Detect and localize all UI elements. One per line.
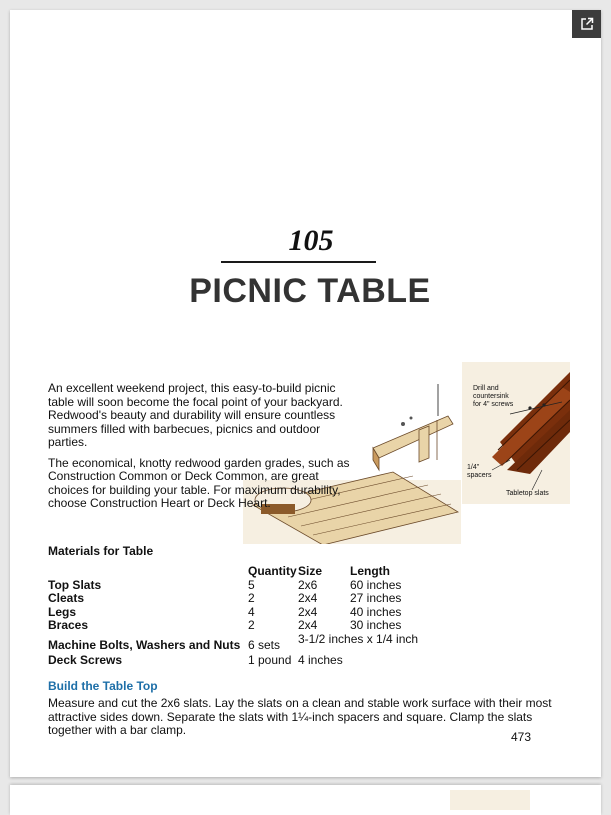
intro-paragraph-1: An excellent weekend project, this easy-to-build picnic table will soon become the focal point of your backyard. Redwood's beauty and durability will ensure countless summers filled with barbecues, picnics and outdoor parties.	[48, 381, 343, 449]
material-size: 4 inches	[298, 653, 343, 667]
chapter-rule	[221, 261, 376, 263]
callout-drill-line-3: for 4" screws	[473, 401, 514, 408]
material-quantity: 2	[248, 618, 255, 632]
material-length: 27 inches	[350, 591, 402, 605]
callout-drill-line-1: Drill and	[473, 385, 499, 392]
materials-table	[48, 565, 440, 668]
callout-spacers-line-1: 1/4"	[467, 464, 480, 471]
materials-title: Materials for Table	[48, 544, 154, 558]
next-page-edge	[10, 785, 601, 815]
materials-header-row	[48, 565, 440, 579]
section-heading: Build the Table Top	[48, 679, 158, 693]
material-name: Top Slats	[48, 577, 102, 592]
callout-drill-line-2: countersink	[473, 393, 509, 400]
table-row	[48, 619, 440, 633]
header-length: Length	[350, 564, 390, 578]
header-quantity: Quantity	[248, 564, 297, 578]
material-length: 60 inches	[350, 577, 402, 592]
material-quantity: 4	[248, 604, 255, 619]
section-body-text: Measure and cut the 2x6 slats. Lay the slats on a clean and stable work surface with their most attractive sides down. Separate the slats with 1¼-inch spacers and square. Clamp the slats together with a bar clamp.	[48, 696, 552, 737]
material-name: Machine Bolts, Washers and Nuts	[48, 637, 241, 652]
material-length: 30 inches	[350, 618, 402, 632]
material-size: 2x6	[298, 577, 318, 592]
material-name: Deck Screws	[48, 653, 123, 667]
intro-paragraph-2: The economical, knotty redwood garden grades, such as Construction Common or Deck Common, are great choices for building your table. For maximum durability, choose Construction Heart or Deck Heart.	[48, 455, 350, 510]
open-external-button[interactable]	[572, 10, 601, 38]
material-name: Legs	[48, 604, 77, 619]
intro-text	[48, 382, 360, 518]
material-size: 2x4	[298, 604, 318, 619]
materials-section	[48, 544, 468, 668]
next-page-illustration-corner	[450, 790, 530, 810]
chapter-number: 105	[288, 224, 334, 257]
callout-spacers-line-2: spacers	[467, 472, 492, 479]
page-number: 473	[511, 730, 532, 744]
page-title: PICNIC TABLE	[189, 272, 431, 310]
material-name: Braces	[48, 618, 89, 632]
table-row	[48, 652, 440, 668]
material-quantity: 2	[248, 591, 255, 605]
table-row	[48, 633, 440, 653]
material-name: Cleats	[48, 591, 85, 605]
table-row	[48, 606, 440, 620]
material-length: 40 inches	[350, 604, 402, 619]
tabletop-slats-illustration	[462, 362, 570, 504]
material-size: 3-1/2 inches x 1/4 inch	[298, 631, 419, 646]
header-size: Size	[298, 564, 323, 578]
material-size: 2x4	[298, 591, 318, 605]
material-quantity: 5	[248, 577, 255, 592]
material-quantity: 6 sets	[248, 637, 281, 652]
table-row	[48, 579, 440, 593]
table-row	[48, 592, 440, 606]
material-quantity: 1 pound	[248, 653, 292, 667]
material-size: 2x4	[298, 618, 318, 632]
external-link-icon	[580, 17, 594, 31]
callout-slats: Tabletop slats	[506, 490, 549, 497]
